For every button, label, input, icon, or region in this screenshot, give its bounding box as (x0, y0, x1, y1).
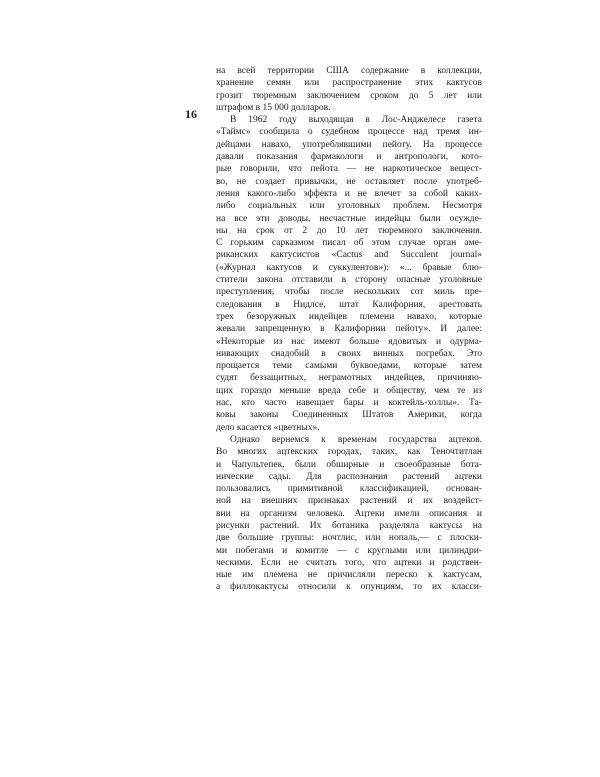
text-line: жевали запрещенную в Калифорнии пейоту». И далее: (216, 324, 482, 335)
text-line: В 1962 году выходящая в Лос-Анджелесе газета (230, 115, 482, 126)
text-line: риканских кактусистов «Cactus and Succulent journal» (216, 250, 482, 261)
text-line: две большие группы: ночтлис, или нопаль,— с плоски- (216, 533, 482, 544)
text-line: «Некоторые из нас имеют больше ядовитых и одурма- (216, 336, 482, 347)
text-line: ми побегами и комитле — с круглыми или цилиндри- (216, 545, 482, 556)
text-line: либо социальных или уголовных проблем. Несмотря (216, 201, 482, 212)
text-line: «Таймс» сообщила о судебном процессе над тремя ин- (216, 127, 482, 138)
text-line: С горьким сарказмом писал об этом случае орган аме- (216, 238, 482, 249)
text-line: ные им племена не причисляли переско к кактусам, (216, 570, 482, 581)
text-line: щих гораздо меньше вреда себе и обществу, чем те из (216, 385, 482, 396)
text-line: рые говорили, что пейота — не наркотическое вещест- (216, 164, 482, 175)
text-line: следования в Нидлсе, штат Калифорния, арестовать (216, 299, 482, 310)
text-line: пользовались примитивной классификацией, основан- (216, 484, 482, 495)
text-line: трех безоружных индейцев племени навахо, которые (216, 311, 482, 322)
text-line: хранение семян или распространение этих кактусов (216, 78, 482, 89)
text-line: ковы законы Соединенных Штатов Америки, когда (216, 410, 482, 421)
text-line: дейцами навахо, употреблявшими пейоту. На процессе (216, 139, 482, 150)
text-line: во, не создает привычки, не оставляет после употреб- (216, 176, 482, 187)
text-line: прощается теми самыми буквоедами, которые затем (216, 361, 482, 372)
text-line: Однако вернемся к временам государства ацтеков. (230, 434, 482, 445)
text-line: давали показания фармакологи и антропологи, кото- (216, 152, 482, 163)
text-line: на всей территории США содержание в коллекции, (216, 66, 482, 76)
text-line: нивающих снадобий в своих винных погребах. Это (216, 348, 482, 359)
text-line: штрафом в 15 000 долларов. (216, 102, 331, 113)
text-line: грозит тюремным заключением сроком до 5 лет или (216, 90, 482, 101)
text-line: рисунки растений. Их ботаника разделяла кактусы на (216, 520, 482, 531)
text-line: ной на внешних признаках растений и их воздейст- (216, 496, 482, 507)
text-line: нас, кто часто навещает бары и коктейль-холлы». Та- (216, 398, 482, 409)
text-line: нические сады. Для распознания растений ацтеки (216, 471, 482, 482)
text-line: («Журнал кактусов и суккулентов»): «... бравые блю- (216, 262, 482, 273)
text-line: ны на срок от 2 до 10 лет тюремного заключения. (216, 225, 482, 236)
text-line: преступления, чтобы после нескольких сот миль пре- (216, 287, 482, 298)
text-line: стители закона отставили в сторону опасные уголовные (216, 275, 482, 286)
text-line: на все эти доводы, несчастные индейцы были осужде- (216, 213, 482, 224)
text-line: а филлокактусы относили к опунциям, то их класси- (216, 582, 482, 593)
text-line: судят беззащитных, неграмотных индейцев, причиняю- (216, 373, 482, 384)
page-number: 16 (185, 107, 197, 121)
text-line: дело касается «цветных». (216, 422, 320, 433)
body-text (216, 65, 482, 594)
text-line: и Чапультепек, были обширные и своеобразные бота- (216, 459, 482, 470)
text-line: Во многих ацтекских городах, таких, как Теночтитлан (216, 447, 482, 458)
text-line: ления какого-либо эффекта и не влечет за собой каких- (216, 188, 482, 199)
text-line: ческими. Если не считать того, что ацтеки и родствен- (216, 557, 482, 568)
text-line: вии на организм человека. Ацтеки имели описания и (216, 508, 482, 519)
